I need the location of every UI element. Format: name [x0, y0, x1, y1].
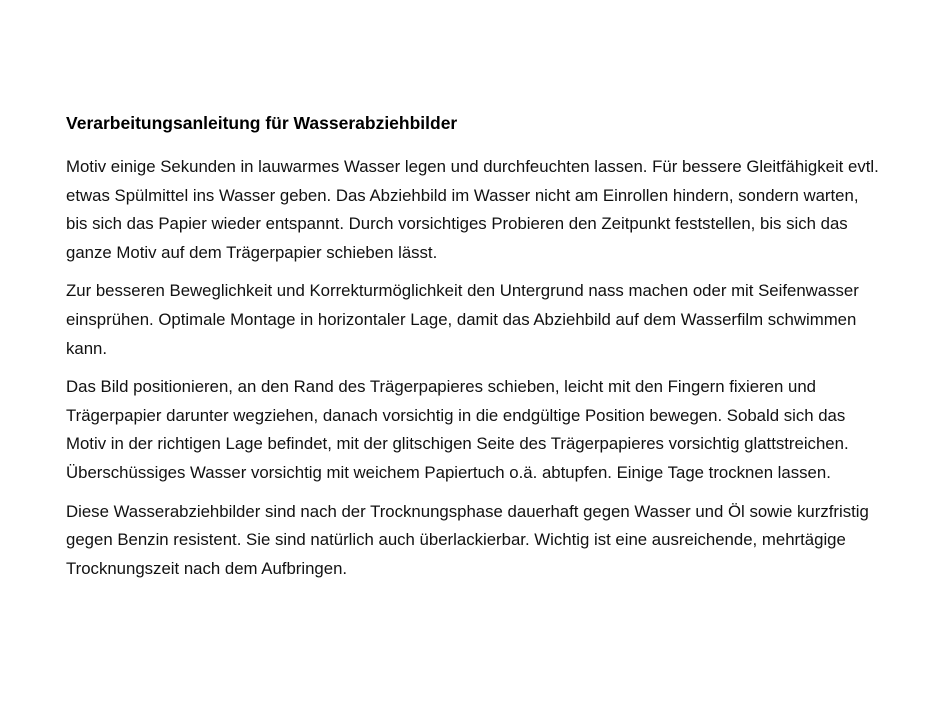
paragraph-positioning-instructions: Das Bild positionieren, an den Rand des Trägerpapieres schieben, leicht mit den Fingern fixieren und Trägerpapier darunter wegziehen, danach vorsichtig in die endgültige Position bewegen. Sobald sich das Motiv in der richtigen Lage befindet, mit der glitschigen Seite des Trägerpapieres vorsichtig glattstreichen. Überschüssiges Wasser vorsichtig mit weichem Papiertuch o.ä. abtupfen. Einige Tage trocknen lassen. [66, 377, 849, 482]
document-title: Verarbeitungsanleitung für Wasserabziehbilder [66, 113, 458, 133]
paragraph-surface-preparation: Zur besseren Beweglichkeit und Korrekturmöglichkeit den Untergrund nass machen oder mit Seifenwasser einsprühen. Optimale Montage in horizontaler Lage, damit das Abziehbild auf dem Wasserfilm schwimmen kann. [66, 281, 859, 358]
document-content [66, 112, 884, 583]
paragraph-soaking-instructions: Motiv einige Sekunden in lauwarmes Wasser legen und durchfeuchten lassen. Für bessere Gleitfähigkeit evtl. etwas Spülmittel ins Wasser geben. Das Abziehbild im Wasser nicht am Einrollen hindern, sondern warten, bis sich das Papier wieder entspannt. Durch vorsichtiges Probieren den Zeitpunkt feststellen, bis sich das ganze Motiv auf dem Trägerpapier schieben lässt. [66, 157, 879, 262]
paragraph-drying-resistance-notes: Diese Wasserabziehbilder sind nach der Trocknungsphase dauerhaft gegen Wasser und Öl sowie kurzfristig gegen Benzin resistent. Sie sind natürlich auch überlackierbar. Wichtig ist eine ausreichende, mehrtägige Trocknungszeit nach dem Aufbringen. [66, 501, 869, 578]
